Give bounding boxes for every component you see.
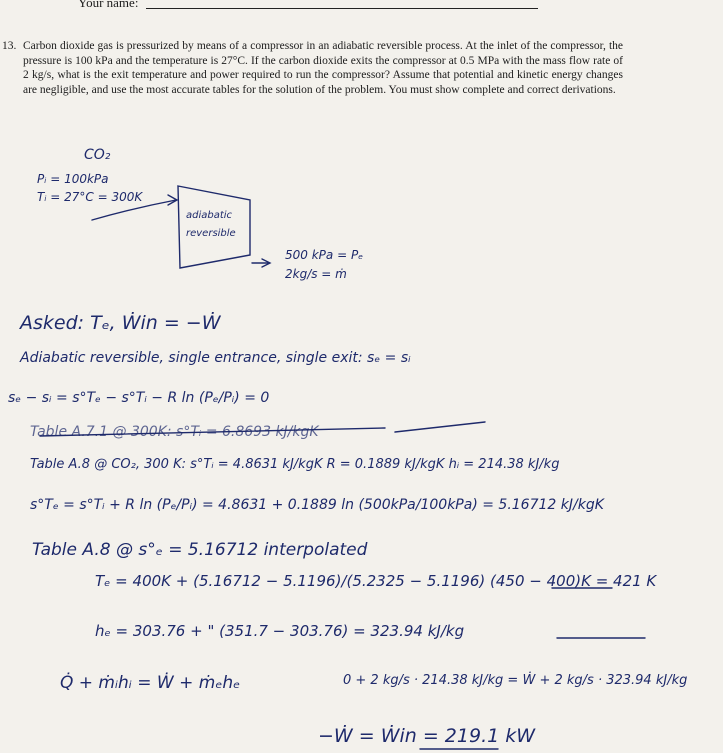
exit-entropy-line: s°Tₑ = s°Tᵢ + R ln (Pₑ/Pᵢ) = 4.8631 + 0.1889 ln (500kPa/100kPa) = 5.16712 kJ/kgK [30, 497, 604, 513]
question-text: Carbon dioxide gas is pressurized by means of a compressor in an adiabatic reversible process. At the inlet of the compressor, the pressure is 100 kPa and the temperature is 27°C. If the carbon dioxide exits the compressor at 0.5 MPa with the mass flow rate of 2 kg/s, what is the exit temperature and power required to run the compressor? Assume that potential and kinetic energy changes are negligible, and use the most accurate tables for the solution of the problem. You must show complete and correct derivations. [23, 40, 623, 97]
interpolation-line: Table A.8 @ s°ₑ = 5.16712 interpolated [32, 540, 368, 560]
mass-flow-rate: 2kg/s = ṁ [285, 267, 347, 281]
energy-balance-eq: Q̇ + ṁᵢhᵢ = Ẇ + ṁₑhₑ [60, 673, 241, 693]
inlet-pressure: Pᵢ = 100kPa [37, 172, 109, 186]
table-line: Table A.8 @ CO₂, 300 K: s°Tᵢ = 4.8631 kJ/kgK R = 0.1889 kJ/kgK hᵢ = 214.38 kJ/kg [30, 457, 560, 472]
exit-enthalpy-eq: hₑ = 303.76 + " (351.7 − 303.76) = 323.94 kJ/kg [95, 622, 465, 640]
device-label-adiabatic: adiabatic [186, 210, 233, 221]
name-label: Your name: [78, 0, 139, 10]
asked-line: Asked: Tₑ, Ẇin = −Ẇ [20, 312, 221, 334]
gas-label: CO₂ [84, 147, 111, 163]
question-number: 13. [2, 40, 17, 52]
energy-balance-numbers: 0 + 2 kg/s · 214.38 kJ/kg = Ẇ + 2 kg/s · 323.94 kJ/kg [343, 673, 688, 688]
power-result: −Ẇ = Ẇin = 219.1 kW [318, 725, 536, 747]
crossed-out-line: Table A.7.1 @ 300K: s°Tᵢ = 6.8693 kJ/kgK [30, 424, 319, 440]
assumption-line: Adiabatic reversible, single entrance, single exit: sₑ = sᵢ [20, 350, 411, 366]
entropy-equation: sₑ − sᵢ = s°Tₑ − s°Tᵢ − R ln (Pₑ/Pᵢ) = 0 [8, 390, 270, 406]
exit-pressure: 500 kPa = Pₑ [285, 248, 364, 262]
compressor-shape [178, 186, 250, 268]
exit-temperature-eq: Tₑ = 400K + (5.16712 − 5.1196)/(5.2325 − 5.1196) (450 − 400)K = 421 K [95, 572, 657, 590]
device-label-reversible: reversible [186, 228, 236, 239]
inlet-temperature: Tᵢ = 27°C = 300K [37, 190, 143, 204]
crossout-arrow-stroke [395, 422, 485, 432]
